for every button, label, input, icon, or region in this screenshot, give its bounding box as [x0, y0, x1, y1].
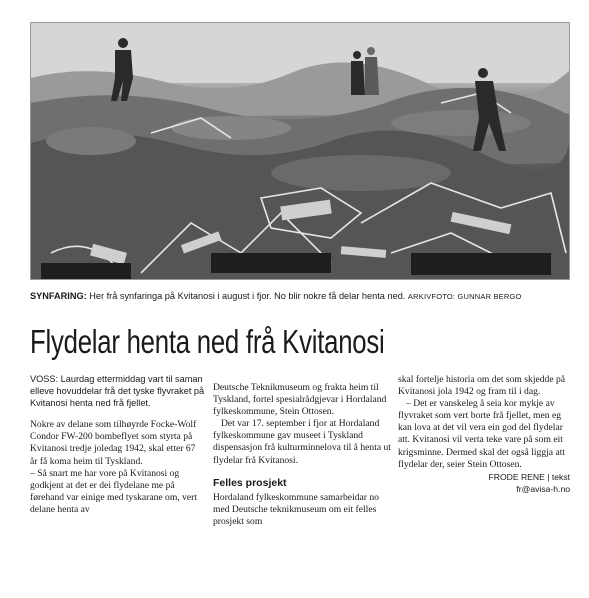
article-column-3	[398, 374, 576, 495]
author-email: fr@avisa-h.no	[516, 483, 570, 494]
lead-paragraph: VOSS: Laurdag ettermiddag vart til saman elleve hovuddelar frå det tyske flyvraket på Kvitanosi henta ned frå fjellet.	[30, 374, 205, 409]
headline: Flydelar henta ned frå Kvitanosi	[30, 323, 385, 360]
body-paragraph: Hordaland fylkeskommune samarbeidar no med Deutsche teknikmuseum om eit felles prosjekt som	[213, 491, 379, 527]
wreckage-photo-illustration	[31, 23, 569, 279]
body-paragraph: – Det er vanskeleg å seia kor mykje av flyvraket som vert borte frå fjellet, men eg kan lova at det vil vera ein god del flydelar att. Kvitanosi vil verta teke vare på som eit krigsminne. Dermed skal det også liggja att flydelar der, seier Stein Ottosen.	[398, 398, 566, 470]
body-paragraph: Deutsche Teknikmuseum og frakta heim til Tyskland, fortel spesialrådgjevar i Hordaland fylkeskommune, Stein Ottosen.	[213, 382, 387, 418]
subheading: Felles prosjekt	[213, 476, 287, 489]
photo-caption	[30, 290, 570, 303]
body-paragraph: skal fortelje historia om det som skjedde på Kvitanosi jola 1942 og fram til i dag.	[398, 374, 566, 398]
article-column-1	[30, 373, 205, 516]
body-paragraph: – Så snart me har vore på Kvitanosi og godkjent at det er dei flydelane me på førehand var einige med tyskarane om, vert delane henta av	[30, 467, 198, 515]
news-photo	[30, 22, 570, 280]
caption-text: Her frå synfaringa på Kvitanosi i august i fjor. No blir nokre få delar henta ned.	[89, 291, 406, 301]
byline: FRODE RENE | tekst	[488, 471, 570, 482]
caption-kicker: SYNFARING:	[30, 291, 87, 301]
body-paragraph: Det var 17. september i fjor at Hordaland fylkeskommune gav museet i Tyskland dispensasjon frå kulturminnelova til å henta ut flydelar frå Kvitanosi.	[213, 418, 391, 466]
article-column-2	[213, 382, 393, 528]
photo-credit: ARKIVFOTO: GUNNAR BERGO	[407, 292, 522, 301]
body-paragraph: Nokre av delane som tilhøyrde Focke-Wolf Condor FW-200 bombeflyet som styrta på Kvitanosi tredje joledag 1942, skal etter 67 år få koma heim til Tyskland.	[30, 419, 197, 467]
